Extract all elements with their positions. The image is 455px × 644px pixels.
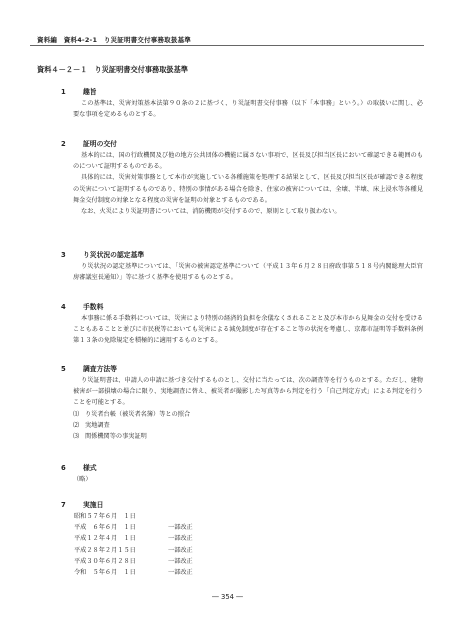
section-number: 4: [61, 303, 66, 311]
section-heading: 趣旨: [83, 88, 97, 96]
section-heading: 調査方法等: [83, 365, 117, 373]
paragraph: 基本的には、国の行政機関及び他の地方公共団体の機能に属さない事項で、区長及び担当区長において確認できる範囲のものについて証明するものである。: [73, 152, 423, 171]
paragraph: （略）: [73, 476, 92, 483]
list-item: ⑶ 関係機関等の事実証明: [73, 433, 147, 441]
list-item: ⑴ り災者台帳（被災者名簿）等との照合: [73, 410, 191, 418]
paragraph: この基準は、災害対策基本法第９０条の２に基づく、り災証明書交付事務（以下「本事務」という。）の取扱いに関し、必要な事項を定めるものとする。: [73, 100, 423, 119]
history-row: 令和 ５年６月 １日 一部改正: [74, 569, 193, 577]
history-row: 平成１２年４月 １日 一部改正: [74, 535, 193, 543]
section-number: 5: [61, 365, 66, 373]
history-row: 平成２８年２月１５日 一部改正: [74, 546, 193, 554]
paragraph: り災証明書は、申請人の申請に基づき交付するものとし、交付に当たっては、次の調査等を行うものとする。ただし、建物被害が一部損壊の場合に限り、実地調査に替え、被災者が撮影した写真等から判定を行う「自己判定方式」による判定を行うことを可能とする。: [73, 377, 423, 407]
paragraph: り災状況の認定基準については、「災害の被害認定基準について（平成１３年６月２８日府政事第５１８号内閣総理大臣官房審議室長通知）」等に基づく基準を使用するものとする。: [73, 263, 423, 282]
section-number: 6: [61, 464, 66, 472]
section-effective-dates: [37, 500, 423, 578]
section-heading: 手数料: [83, 303, 104, 311]
section-fees: [37, 302, 423, 347]
section-number: 1: [61, 88, 66, 96]
section-heading: 様式: [83, 464, 97, 472]
section-number: 7: [61, 501, 66, 509]
paragraph: 本事務に係る手数料については、災害により特別の経済的負担を余儀なくされることと及び本市から見舞金の交付を受けることもあることと並びに市民税等においても災害による減免制度が存在すること等の状況を考慮し、京都市証明等手数料条例第１３条の免除規定を積極的に適用するものとする。: [73, 315, 423, 345]
section-forms: [37, 463, 423, 485]
history-row: 平成３０年６月２８日 一部改正: [74, 557, 193, 565]
section-certificate-issuance: [37, 139, 423, 217]
section-purpose: [37, 87, 423, 120]
document-title: 資料４－２－１ り災証明書交付事務取扱基準: [37, 65, 188, 74]
section-damage-criteria: [37, 250, 423, 283]
history-row: 昭和５７年６月 １日: [74, 513, 136, 520]
running-header: 資料編 資料4-2-1 り災証明書交付事務取扱基準: [37, 36, 191, 44]
section-investigation-method: [37, 364, 423, 442]
section-number: 3: [61, 251, 66, 259]
section-number: 2: [61, 140, 66, 148]
page-number: ― 354 ―: [212, 593, 243, 601]
list-item: ⑵ 実地調査: [73, 421, 110, 429]
paragraph: なお、火災により災証明書については、消防機関が交付するので、原則として取り扱わない。: [81, 208, 341, 216]
section-heading: 実施日: [83, 501, 104, 509]
header-divider: [30, 45, 424, 46]
history-row: 平成 ６年６月 １日 一部改正: [74, 524, 193, 532]
section-heading: り災状況の認定基準: [83, 251, 145, 259]
paragraph: 具体的には、災害対策事務として本市が実施している各種施策を処理する結果として、区長及び担当区長が確認できる程度の災害について証明するものであり、特別の事情がある場合を除き、住家の被害については、全壊、半壊、床上浸水等各種見舞金交付制度の対象となる程度の災害を証明の対象とするものである。: [73, 174, 423, 204]
section-heading: 証明の交付: [83, 140, 117, 148]
